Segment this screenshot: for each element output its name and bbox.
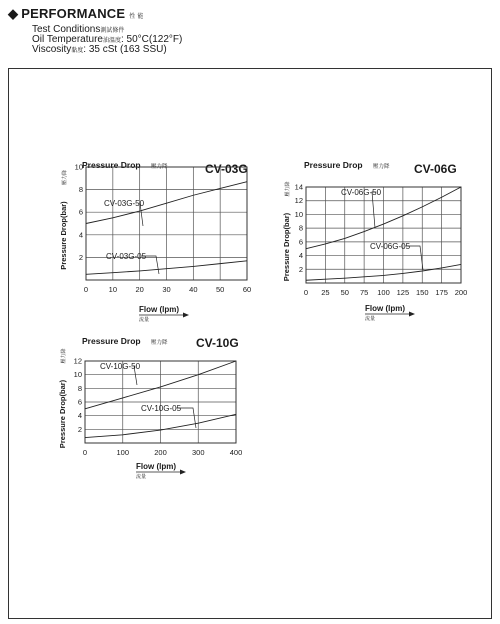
y-axis-title-cn: 壓力降: [285, 181, 291, 197]
condition-label: Oil Temperature: [32, 34, 103, 45]
section-title-cn: 性 能: [129, 14, 144, 20]
condition-label-cn: 油溫度: [102, 38, 121, 44]
x-tick-label: 0: [82, 448, 88, 457]
condition-label-cn: 測試條件: [100, 28, 125, 34]
chart-model-label: CV-10G: [196, 336, 239, 350]
x-tick-label: 0: [83, 285, 89, 294]
y-tick-label: 12: [294, 196, 303, 206]
series-label: CV-10G-50: [100, 362, 141, 371]
chart-title: Pressure Drop: [82, 160, 141, 170]
series-label: CV-06G-50: [341, 188, 382, 197]
y-axis-title: Pressure Drop(bar): [58, 379, 67, 449]
y-axis-title: Pressure Drop(bar): [59, 201, 68, 270]
x-tick-label: 40: [189, 285, 198, 294]
chart-title: Pressure Drop: [82, 336, 141, 346]
x-tick-label: 50: [340, 288, 349, 297]
y-tick-label: 6: [77, 397, 82, 407]
x-tick-label: 200: [154, 448, 167, 457]
chart-model-label: CV-03G: [205, 162, 248, 176]
y-tick-label: 4: [77, 411, 82, 421]
y-tick-label: 2: [78, 252, 83, 262]
y-tick-label: 2: [298, 264, 303, 274]
chart-title: Pressure Drop: [304, 160, 363, 170]
y-tick-label: 10: [74, 162, 83, 172]
chart-title-cn: 壓力降: [373, 164, 390, 170]
y-tick-label: 8: [298, 223, 303, 233]
x-tick-label: 125: [396, 288, 410, 297]
y-tick-label: 14: [294, 182, 303, 192]
y-tick-label: 12: [73, 356, 82, 366]
x-tick-label: 0: [303, 288, 309, 297]
x-tick-label: 25: [321, 288, 330, 297]
chart-title-cn: 壓力降: [151, 164, 168, 170]
series-label: CV-06G-05: [370, 242, 411, 251]
y-tick-label: 8: [78, 185, 83, 195]
x-tick-label: 300: [191, 448, 205, 457]
arrow-head-icon: [183, 313, 189, 318]
chart-model-label: CV-06G: [414, 162, 457, 176]
y-tick-label: 2: [77, 424, 82, 434]
x-axis-title: Flow (lpm): [365, 304, 405, 313]
x-tick-label: 60: [242, 285, 252, 294]
chart-title-cn: 壓力降: [151, 340, 168, 346]
y-tick-label: 4: [298, 251, 303, 261]
x-tick-label: 175: [435, 288, 448, 297]
x-tick-label: 400: [229, 448, 243, 457]
diamond-bullet-icon: ◆: [8, 6, 19, 21]
y-tick-label: 10: [73, 370, 82, 380]
x-tick-label: 200: [454, 288, 468, 297]
x-tick-label: 30: [162, 285, 171, 294]
y-tick-label: 6: [298, 237, 303, 247]
condition-label: Viscosity: [32, 44, 72, 55]
x-tick-label: 100: [377, 288, 390, 297]
series-label: CV-03G-50: [104, 199, 145, 208]
x-tick-label: 100: [116, 448, 130, 457]
x-tick-label: 20: [135, 285, 144, 294]
condition-value: : 50°C(122°F): [120, 34, 183, 45]
x-axis-title: Flow (lpm): [139, 305, 179, 314]
y-tick-label: 4: [78, 230, 83, 240]
x-axis-title-cn: 流量: [139, 317, 150, 323]
x-tick-label: 150: [415, 288, 429, 297]
x-axis-title: Flow (lpm): [136, 462, 176, 471]
x-tick-label: 10: [108, 285, 118, 294]
y-tick-label: 6: [78, 207, 83, 217]
x-tick-label: 50: [215, 285, 225, 294]
condition-label-cn: 黏度: [71, 48, 84, 54]
series-label: CV-03G-05: [106, 252, 147, 261]
condition-value: : 35 cSt (163 SSU): [83, 44, 167, 55]
condition-label: Test Conditions: [32, 24, 101, 35]
y-axis-title: Pressure Drop(bar): [282, 212, 291, 282]
y-tick-label: 10: [294, 209, 303, 219]
series-label: CV-10G-05: [141, 404, 182, 413]
y-axis-title-cn: 壓力降: [62, 169, 68, 186]
x-axis-title-cn: 流量: [365, 316, 376, 322]
y-axis-title-cn: 壓力降: [61, 348, 67, 364]
section-title-text: PERFORMANCE: [21, 6, 126, 21]
x-axis-title-cn: 流量: [136, 474, 147, 480]
x-tick-label: 75: [359, 288, 369, 297]
y-tick-label: 8: [77, 383, 82, 393]
